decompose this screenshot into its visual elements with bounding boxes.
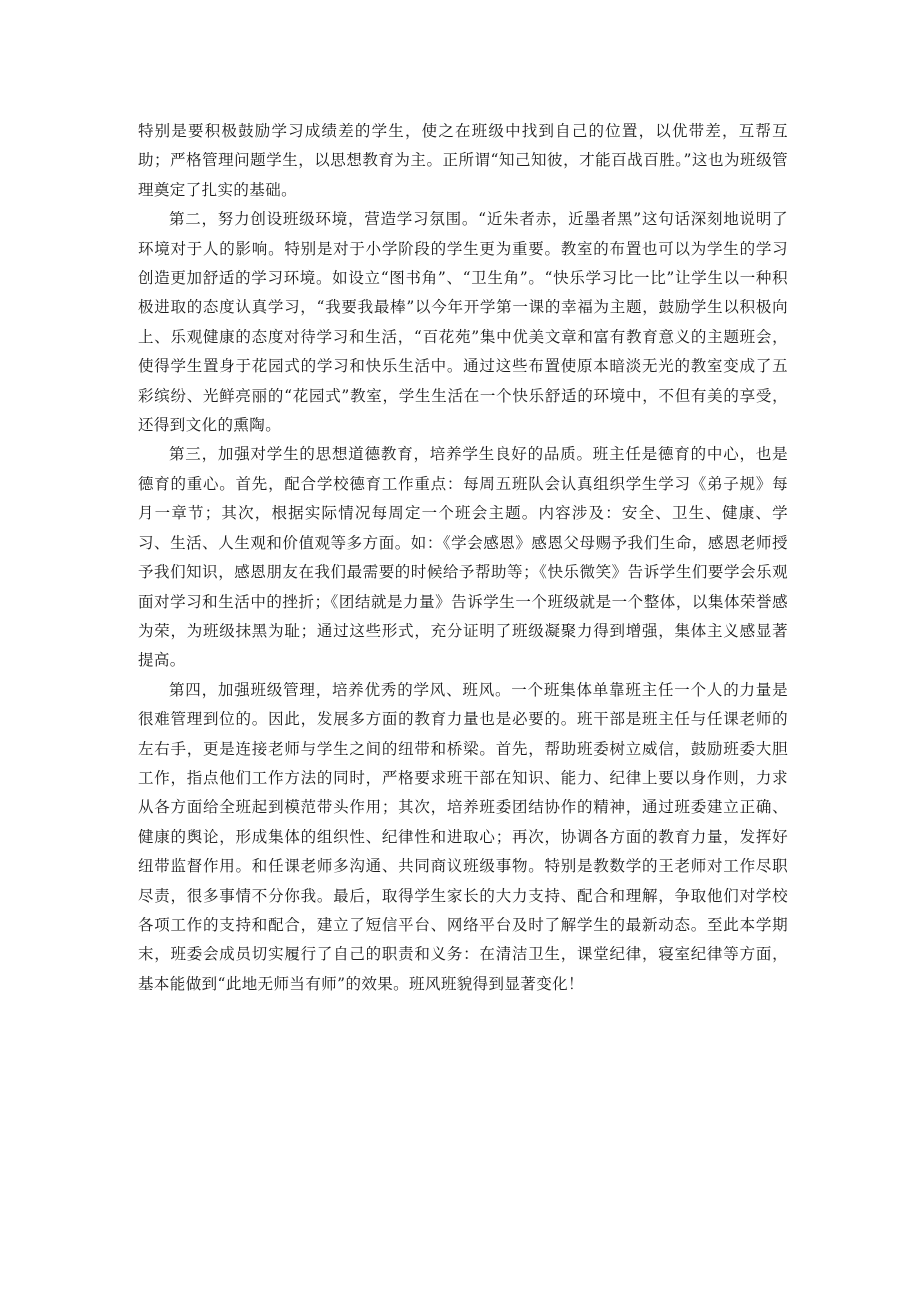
paragraph-continuation: 特别是要积极鼓励学习成绩差的学生，使之在班级中找到自己的位置，以优带差，互帮互助；严格管理问题学生，以思想教育为主。正所谓“知己知彼，才能百战百胜。”这也为班级管理奠定了扎实的基础。 <box>138 122 788 199</box>
document-body <box>138 117 788 999</box>
paragraph-second-point: 第二，努力创设班级环境，营造学习氛围。“近朱者赤，近墨者黑”这句话深刻地说明了环境对于人的影响。特别是对于小学阶段的学生更为重要。教室的布置也可以为学生的学习创造更加舒适的学习环境。如设立“图书角”、“卫生角”。“快乐学习比一比”让学生以一种积极进取的态度认真学习，“我要我最棒”以今年开学第一课的幸福为主题，鼓励学生以积极向上、乐观健康的态度对待学习和生活，“百花苑”集中优美文章和富有教育意义的主题班会，使得学生置身于花园式的学习和快乐生活中。通过这些布置使原本暗淡无光的教室变成了五彩缤纷、光鲜亮丽的“花园式”教室，学生生活在一个快乐舒适的环境中，不但有美的享受，还得到文化的熏陶。 <box>138 210 788 435</box>
paragraph-third-point: 第三，加强对学生的思想道德教育，培养学生良好的品质。班主任是德育的中心，也是德育的重心。首先，配合学校德育工作重点：每周五班队会认真组织学生学习《弟子规》每月一章节；其次，根据实际情况每周定一个班会主题。内容涉及：安全、卫生、健康、学习、生活、人生观和价值观等多方面。如：《学会感恩》感恩父母赐予我们生命，感恩老师授予我们知识，感恩朋友在我们最需要的时候给予帮助等；《快乐微笑》告诉学生们要学会乐观面对学习和生活中的挫折；《团结就是力量》告诉学生一个班级就是一个整体，以集体荣誉感为荣，为班级抹黑为耻；通过这些形式，充分证明了班级凝聚力得到增强，集体主义感显著提高。 <box>138 445 788 670</box>
paragraph-fourth-point: 第四，加强班级管理，培养优秀的学风、班风。一个班集体单靠班主任一个人的力量是很难管理到位的。因此，发展多方面的教育力量也是必要的。班干部是班主任与任课老师的左右手，更是连接老师与学生之间的纽带和桥梁。首先，帮助班委树立威信，鼓励班委大胆工作，指点他们工作方法的同时，严格要求班干部在知识、能力、纪律上要以身作则，力求从各方面给全班起到模范带头作用；其次，培养班委团结协作的精神，通过班委建立正确、健康的舆论，形成集体的组织性、纪律性和进取心；再次，协调各方面的教育力量，发挥好纽带监督作用。和任课老师多沟通、共同商议班级事物。特别是教数学的王老师对工作尽职尽责，很多事情不分你我。最后，取得学生家长的大力支持、配合和理解，争取他们对学校各项工作的支持和配合，建立了短信平台、网络平台及时了解学生的最新动态。至此本学期末，班委会成员切实履行了自己的职责和义务：在清洁卫生，课堂纪律，寝室纪律等方面，基本能做到“此地无师当有师”的效果。班风班貌得到显著变化！ <box>138 680 788 993</box>
